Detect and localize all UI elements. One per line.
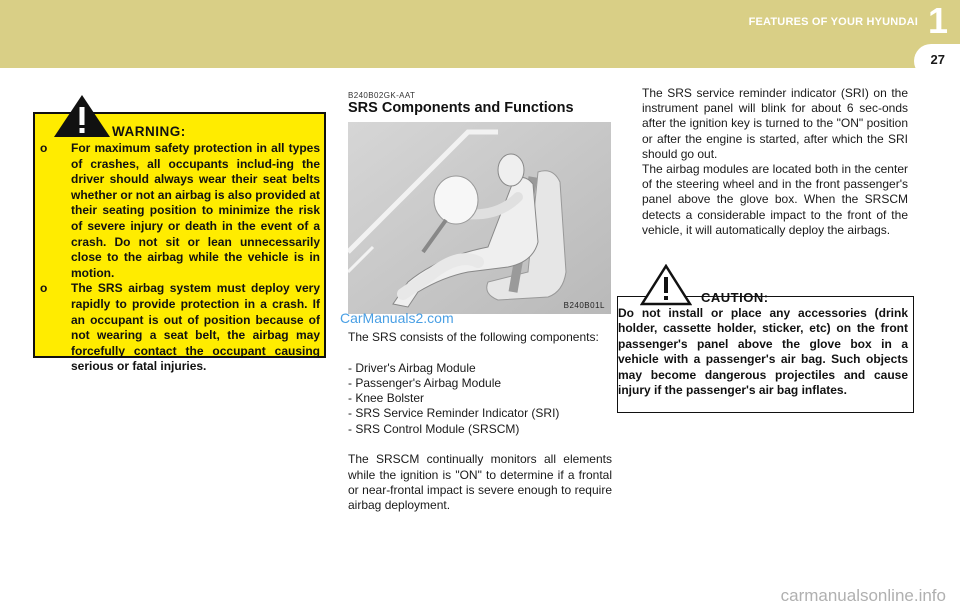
figure-label: B240B01L [563,301,605,310]
warning-item-text: The SRS airbag system must deploy very rapidly to provide protection in a crash. If an occupant is out of position because of not wearing a seat belt, the airbag may forcefully contact the occupant causing serious or fatal injuries. [71,281,320,374]
srs-components-text [348,330,612,514]
airbag-location-paragraph: The airbag modules are located both in the center of the steering wheel and in the front passenger's panel above the glove box. When the SRSCM detects a considerable impact to the front of the vehicle, it will automatically deploy the airbags. [642,162,908,237]
components-intro: The SRS consists of the following components: [348,330,599,344]
section-title: FEATURES OF YOUR HYUNDAI [748,16,918,28]
warning-triangle-icon [52,94,112,138]
warning-item [40,281,320,375]
caution-text: Do not install or place any accessories (drink holder, cassette holder, sticker, etc) on the front passenger's panel above the glove box in a vehicle with a passenger's air bag. Such objects may become dangerous projectiles and cause injury if the passenger's air bag inflates. [618,306,908,398]
srs-figure [348,122,611,314]
component-item: - SRS Service Reminder Indicator (SRI) [348,406,560,421]
driver-airbag-illustration [348,122,611,314]
warning-list [40,141,320,375]
sri-description [642,86,908,238]
component-item: - Passenger's Airbag Module [348,375,502,390]
caution-triangle-icon [640,264,692,306]
srscm-paragraph: The SRSCM continually monitors all elements while the ignition is "ON" to determine if a frontal or near-frontal impact is severe enough to require airbag deployment. [348,452,612,513]
warning-item [40,141,320,281]
bullet: o [40,141,48,155]
section-number: 1 [927,0,948,41]
footer-watermark: carmanualsonline.info [780,586,946,605]
spacer [348,345,612,360]
warning-item-text: For maximum safety protection in all types of crashes, all occupants includ-ing the driver should always wear their seat belts whether or not an airbag is also provided at their seating position to minimize the risk of severe injury or death in the event of a crash. Do not sit or lean unnecessarily close to the airbag while the vehicle is in motion. [71,141,320,280]
warning-title: WARNING: [112,124,186,139]
section-code: B240B02GK-AAT [348,91,416,100]
component-item: - SRS Control Module (SRSCM) [348,421,520,436]
header-band [0,0,960,68]
page-number: 27 [930,52,945,67]
section-heading: SRS Components and Functions [348,100,574,116]
spacer [348,437,612,452]
caution-title: CAUTION: [701,290,769,305]
sri-paragraph: The SRS service reminder indicator (SRI) on the instrument panel will blink for about 6 sec-onds after the ignition key is turned to the "ON" position or after the engine is started, after which the SRI should go out. [642,86,908,161]
component-item: - Knee Bolster [348,391,425,406]
watermark-text: CarManuals2.com [340,310,454,326]
component-item: - Driver's Airbag Module [348,360,476,375]
bullet: o [40,281,48,296]
